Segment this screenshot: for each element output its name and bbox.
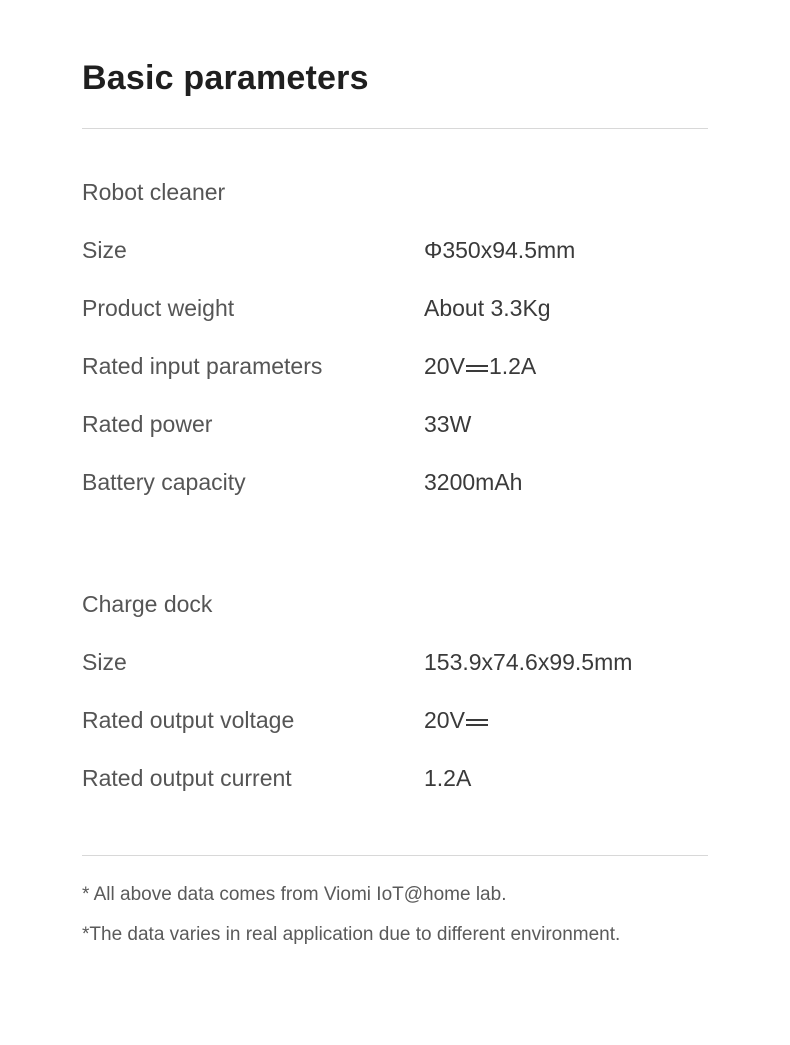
spec-value-voltage: 20V [424,353,465,379]
spec-value [424,351,536,381]
spec-list-charge-dock [82,647,708,793]
spec-label: Rated output current [82,765,292,791]
section-heading-robot-cleaner: Robot cleaner [82,179,226,205]
section-robot-cleaner [82,177,708,497]
spec-value: About 3.3Kg [424,295,551,321]
footnote-source: * All above data comes from Viomi IoT@home lab. [82,884,507,905]
spec-value [424,705,489,735]
spec-label: Size [82,649,127,675]
dc-current-icon [466,361,488,375]
footnote-disclaimer: *The data varies in real application due to different environment. [82,924,621,945]
table-row [82,467,708,497]
spec-value-current: 1.2A [488,353,537,379]
section-charge-dock [82,589,708,793]
spec-label: Size [82,237,127,263]
spec-value: 3200mAh [424,469,523,495]
table-row [82,763,708,793]
dc-current-icon [466,715,488,729]
spec-value: 1.2A [424,765,472,791]
table-row [82,235,708,265]
footer-divider [82,855,708,856]
table-row [82,409,708,439]
page-title: Basic parameters [82,59,369,97]
table-row [82,705,708,735]
spec-label: Product weight [82,295,235,321]
table-row [82,647,708,677]
spec-list-robot-cleaner [82,235,708,497]
spec-value: 153.9x74.6x99.5mm [424,649,633,675]
spec-label: Rated input parameters [82,353,323,379]
spec-value: 33W [424,411,472,437]
spec-label: Rated output voltage [82,707,295,733]
spec-value: Φ350x94.5mm [424,237,576,263]
section-heading-charge-dock: Charge dock [82,591,213,617]
spec-label: Battery capacity [82,469,246,495]
spec-value-voltage: 20V [424,707,465,733]
title-divider [82,128,708,129]
table-row [82,293,708,323]
spec-label: Rated power [82,411,213,437]
table-row [82,351,708,381]
